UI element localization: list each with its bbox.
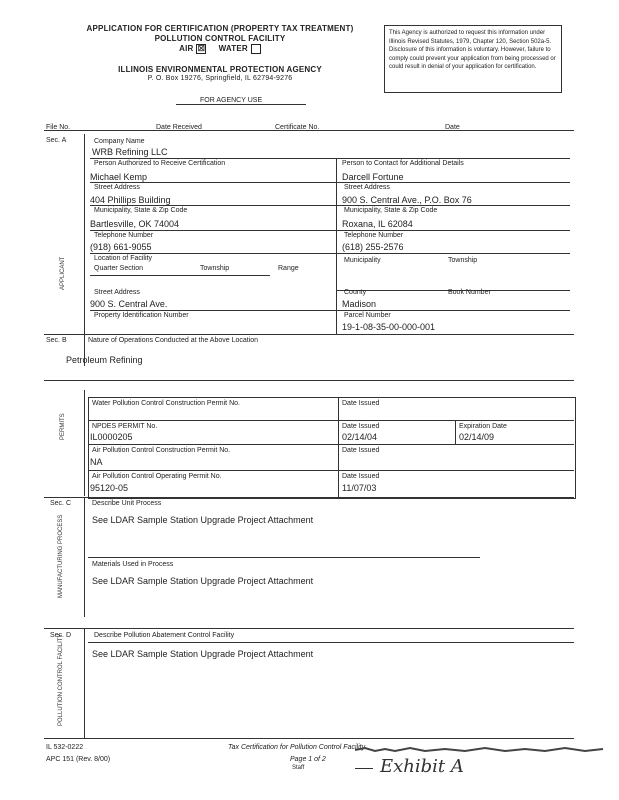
form-code: IL 532-0222 [46, 744, 84, 751]
air-operating-date-label: Date Issued [342, 473, 380, 480]
expiration-value[interactable]: 02/14/09 [459, 432, 495, 442]
municipality-value[interactable]: Bartlesville, OK 74004 [90, 219, 180, 229]
abatement-facility-label: Describe Pollution Abatement Control Facility [94, 632, 235, 639]
footer-sub: Staff [292, 765, 305, 771]
sec-c-label: Sec. C [50, 500, 72, 507]
sec-b-label: Sec. B [46, 337, 67, 344]
contact-municipality-label: Municipality, State & Zip Code [344, 207, 438, 214]
county-value[interactable]: Madison [342, 299, 377, 309]
date-label: Date [445, 124, 460, 131]
agency-address: P. O. Box 19276, Springfield, IL 62794-9276 [147, 75, 293, 82]
form-title: APPLICATION FOR CERTIFICATION (PROPERTY TAX TREATMENT) [86, 24, 354, 33]
air-construction-date-label: Date Issued [342, 447, 380, 454]
range-label: Range [278, 265, 299, 272]
air-construction-label: Air Pollution Control Construction Permit No. [92, 447, 231, 454]
contact-person-label: Person to Contact for Additional Details [342, 160, 464, 167]
sec-d-label: Sec. D [50, 632, 72, 639]
air-label: AIR [179, 44, 194, 54]
parcel-number-label: Parcel Number [344, 312, 391, 319]
parcel-number-value[interactable]: 19-1-08-35-00-000-001 [342, 322, 436, 332]
unit-process-value[interactable]: See LDAR Sample Station Upgrade Project Attachment [92, 515, 314, 525]
contact-person-value[interactable]: Darcell Fortune [342, 172, 404, 182]
file-no-label: File No. [46, 124, 71, 131]
water-permit-label: Water Pollution Control Construction Permit No. [92, 400, 240, 407]
contact-municipality-value[interactable]: Roxana, IL 62084 [342, 219, 413, 229]
company-name-value[interactable]: WRB Refining LLC [92, 147, 168, 157]
phone-value[interactable]: (918) 661-9055 [90, 242, 152, 252]
air-operating-value[interactable]: 95120-05 [90, 483, 129, 493]
abatement-facility-value[interactable]: See LDAR Sample Station Upgrade Project Attachment [92, 649, 314, 659]
authorized-person-label: Person Authorized to Receive Certification [94, 160, 226, 167]
water-checkbox[interactable] [251, 44, 261, 54]
facility-street-label: Street Address [94, 289, 140, 296]
company-name-label: Company Name [94, 138, 145, 145]
air-operating-label: Air Pollution Control Operating Permit No. [92, 473, 222, 480]
manufacturing-side-label: MANUFACTURING PROCESS [58, 514, 64, 598]
unit-process-label: Describe Unit Process [92, 500, 162, 507]
township-label: Township [200, 265, 230, 272]
pollution-facility-side-label: POLLUTION CONTROL FACILITY [58, 633, 64, 726]
permits-side-label: PERMITS [60, 413, 66, 440]
air-checkbox[interactable]: ☒ [197, 44, 206, 53]
contact-phone-value[interactable]: (618) 255-2576 [342, 242, 404, 252]
facility-location-label: Location of Facility [94, 255, 152, 262]
scribble-icon [355, 746, 605, 754]
air-operating-date-value[interactable]: 11/07/03 [342, 483, 377, 493]
water-date-label: Date Issued [342, 400, 380, 407]
date-received-label: Date Received [156, 124, 202, 131]
water-label: WATER [218, 44, 248, 54]
facility-municipality-label: Municipality [344, 257, 381, 264]
form-subtitle: POLLUTION CONTROL FACILITY [154, 34, 286, 43]
page-number: Page 1 of 2 [290, 756, 326, 763]
expiration-label: Expiration Date [459, 423, 507, 430]
for-agency-use-label: FOR AGENCY USE [200, 97, 263, 104]
contact-phone-label: Telephone Number [344, 232, 404, 239]
property-id-label: Property Identification Number [94, 312, 189, 319]
footer-title: Tax Certification for Pollution Control Facility [228, 744, 366, 751]
street-label: Street Address [94, 184, 140, 191]
exhibit-dash [355, 768, 373, 769]
nature-of-operations-value[interactable]: Petroleum Refining [66, 355, 143, 365]
facility-township-label: Township [448, 257, 478, 264]
agency-name: ILLINOIS ENVIRONMENTAL PROTECTION AGENCY [118, 65, 322, 74]
npdes-date-value[interactable]: 02/14/04 [342, 432, 378, 442]
street-value[interactable]: 404 Phillips Building [90, 195, 171, 205]
certificate-no-label: Certificate No. [275, 124, 320, 131]
privacy-notice: This Agency is authorized to request this information under Illinois Revised Statutes, 1979, Chapter 120, Section 502a-5. Disclosure of this information is voluntary. However, failure to comply could prevent your application from being processed or could result in denial of your application for certification. [384, 25, 562, 93]
npdes-date-label: Date Issued [342, 423, 380, 430]
form-number: APC 151 (Rev. 8/00) [46, 756, 111, 763]
phone-label: Telephone Number [94, 232, 154, 239]
municipality-label: Municipality, State & Zip Code [94, 207, 188, 214]
nature-of-operations-label: Nature of Operations Conducted at the Above Location [88, 337, 259, 344]
facility-street-value[interactable]: 900 S. Central Ave. [90, 299, 168, 309]
materials-value[interactable]: See LDAR Sample Station Upgrade Project Attachment [92, 576, 314, 586]
footer-garbled-text [355, 741, 605, 749]
npdes-label: NPDES PERMIT No. [92, 423, 158, 430]
air-construction-value[interactable]: NA [90, 457, 103, 467]
npdes-value[interactable]: IL0000205 [90, 432, 133, 442]
contact-street-value[interactable]: 900 S. Central Ave., P.O. Box 76 [342, 195, 472, 205]
quarter-section-label: Quarter Section [94, 265, 144, 272]
book-number-label: Book Number [448, 289, 491, 296]
county-label: County [344, 289, 367, 296]
contact-street-label: Street Address [344, 184, 390, 191]
air-water-selector [70, 44, 370, 54]
exhibit-label: Exhibit A [380, 756, 464, 777]
authorized-person-value[interactable]: Michael Kemp [90, 172, 148, 182]
applicant-side-label: APPLICANT [60, 256, 66, 290]
sec-a-label: Sec. A [46, 137, 67, 144]
materials-label: Materials Used in Process [92, 561, 174, 568]
